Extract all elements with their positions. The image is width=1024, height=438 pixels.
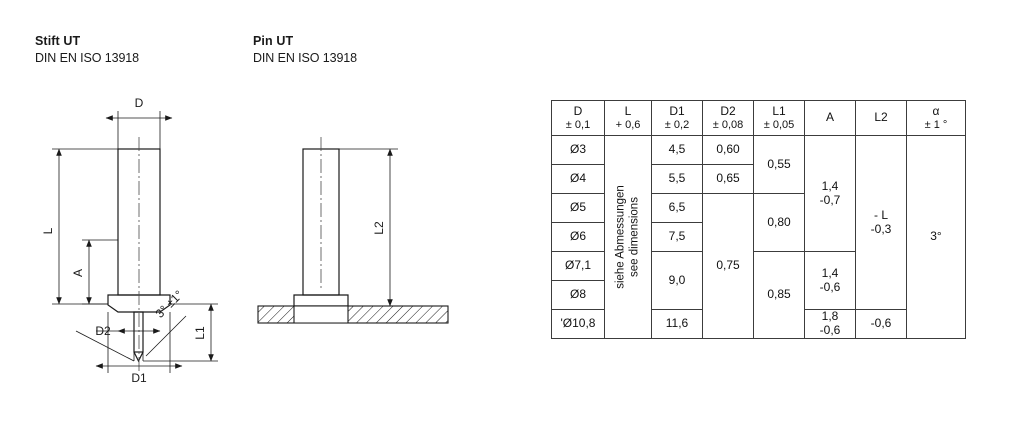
cell-D1: 9,0 (652, 252, 703, 310)
cell-D1: 6,5 (652, 194, 703, 223)
cell-D2: 0,60 (703, 136, 754, 165)
cell-L1: 0,55 (754, 136, 805, 194)
cell-D2: 0,65 (703, 165, 754, 194)
dim-label-L: L (41, 227, 55, 235)
dim-label-D2: D2 (95, 324, 111, 338)
cell-D: 'Ø10,8 (552, 310, 605, 339)
dim-label-A: A (71, 268, 85, 278)
cell-D: Ø7,1 (552, 252, 605, 281)
technical-drawing (0, 85, 520, 385)
table-header-row (552, 101, 966, 136)
dim-label-angle: 3° ±1° (152, 287, 186, 321)
table-row (552, 136, 966, 165)
dim-label-D: D (134, 96, 144, 110)
specification-table (551, 100, 966, 339)
dim-label-L1: L1 (193, 326, 207, 340)
cell-A: 1,8 -0,6 (805, 310, 856, 339)
cell-L1: 0,80 (754, 194, 805, 252)
cell-D: Ø6 (552, 223, 605, 252)
cell-L2: - L -0,3 (856, 136, 907, 310)
cell-D: Ø5 (552, 194, 605, 223)
header-cell-D: D ± 0,1 (552, 101, 605, 136)
cell-D1: 11,6 (652, 310, 703, 339)
header-cell-alpha: α ± 1 ° (907, 101, 966, 136)
header-cell-L1: L1 ± 0,05 (754, 101, 805, 136)
cell-D: Ø8 (552, 281, 605, 310)
cell-L-vertical-note: siehe Abmessungen see dimensions (605, 136, 652, 339)
dim-label-L2: L2 (372, 221, 386, 235)
title-block-german (35, 33, 139, 67)
header-cell-L2: L2 (856, 101, 907, 136)
cell-L1: 0,85 (754, 252, 805, 339)
header-cell-A: A (805, 101, 856, 136)
header-cell-L: L + 0,6 (605, 101, 652, 136)
cell-D: Ø4 (552, 165, 605, 194)
cell-D2: 0,75 (703, 194, 754, 339)
part-name-german: Stift UT (35, 34, 81, 48)
standard-english: DIN EN ISO 13918 (253, 50, 358, 65)
part-name-english: Pin UT (253, 34, 294, 48)
title-block-english (253, 33, 357, 67)
cell-D1: 7,5 (652, 223, 703, 252)
dim-label-D1: D1 (131, 371, 147, 385)
header-cell-D2: D2 ± 0,08 (703, 101, 754, 136)
header-cell-D1: D1 ± 0,2 (652, 101, 703, 136)
cell-A: 1,4 -0,7 (805, 136, 856, 252)
cell-D1: 4,5 (652, 136, 703, 165)
cell-L2: -0,6 (856, 310, 907, 339)
standard-german: DIN EN ISO 13918 (35, 50, 140, 65)
cell-A: 1,4 -0,6 (805, 252, 856, 310)
cell-alpha: 3° (907, 136, 966, 339)
cell-D1: 5,5 (652, 165, 703, 194)
cell-D: Ø3 (552, 136, 605, 165)
